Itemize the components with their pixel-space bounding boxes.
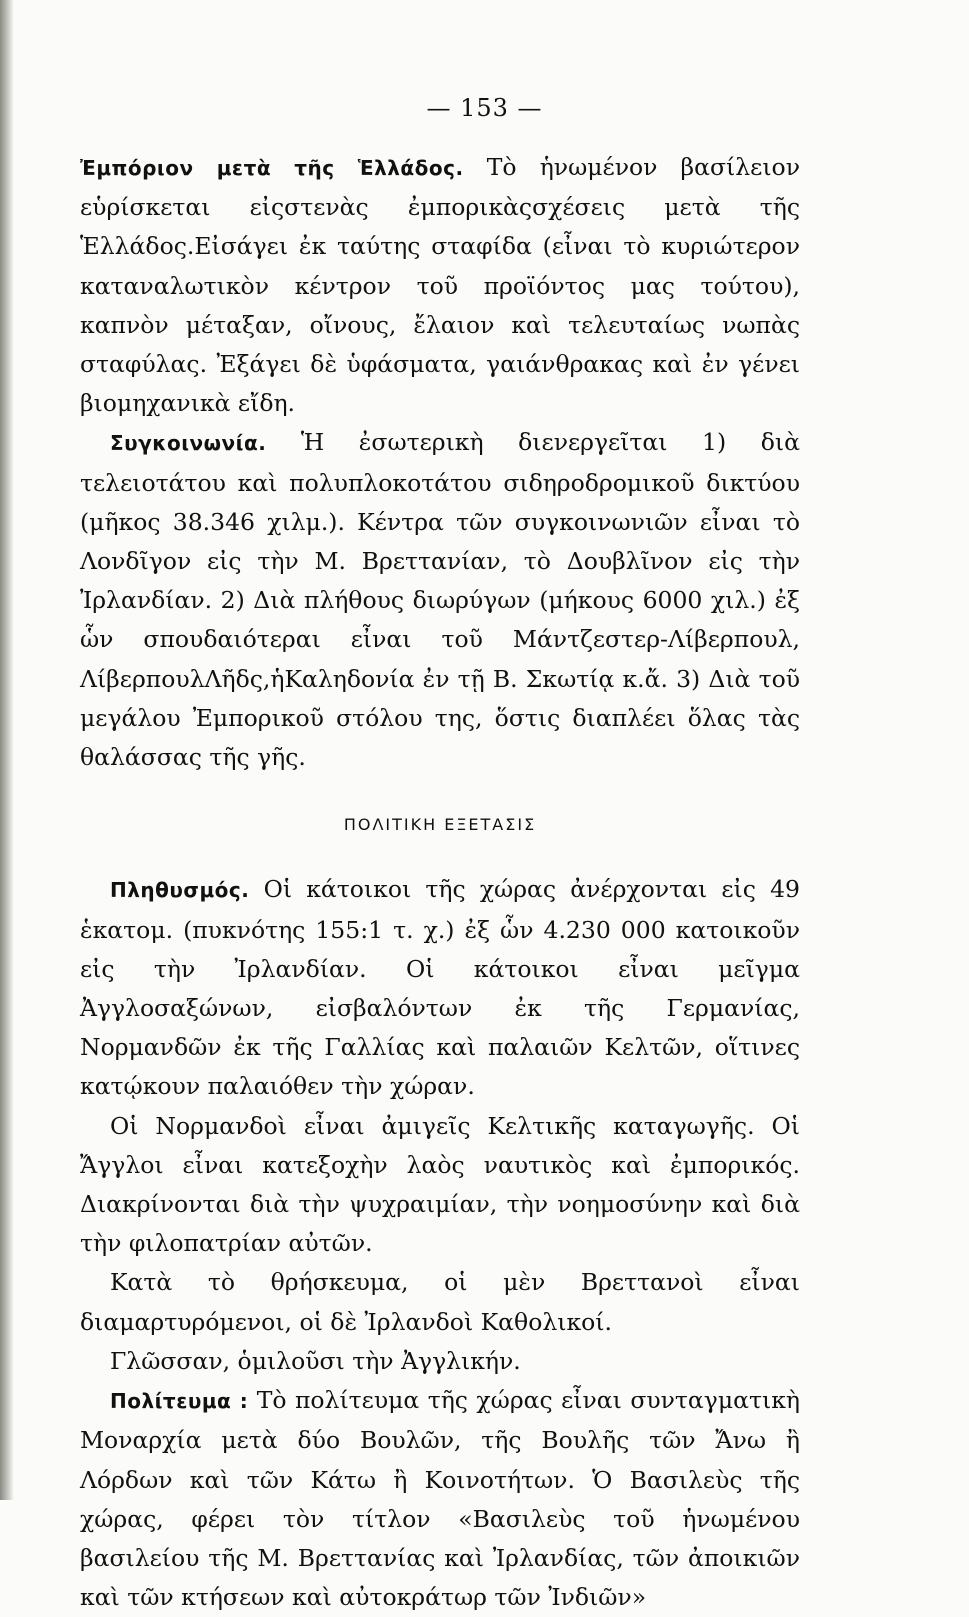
text-population: Οἱ κάτοικοι τῆς χώρας ἀνέρχονται εἰς 49 ἑκατομ. (πυκνότης 155:1 τ. χ.) ἐξ ὧν 4.230 000 κατοικοῦν εἰς τὴν Ἰρλανδίαν. Οἱ κάτοικοι εἶναι μεῖγμα Ἀγγλοσαξώνων, εἰσβαλόντων ἐκ τῆς Γερμανίας, Νορμανδῶν ἐκ τῆς Γαλλίας καὶ παλαιῶν Κελτῶν, οἵτινες κατῴκουν παλαιόθεν τὴν χώραν. bbox=[80, 875, 800, 1101]
paragraph-population-origins: Οἱ Νορμανδοὶ εἶναι ἀμιγεῖς Κελτικῆς καταγωγῆς. Οἱ Ἄγγλοι εἶναι κατεξοχὴν λαὸς ναυτικὸς καὶ ἐμπορικός. Διακρίνονται διὰ τὴν ψυχραιμίαν, τὴν νοημοσύνην καὶ διὰ τὴν φιλοπατρίαν αὐτῶν. bbox=[80, 1111, 800, 1258]
text-communication: Ἡ ἐσωτερικὴ διενεργεῖται 1) διὰ τελειοτάτου καὶ πολυπλοκοτάτου σιδηροδρομικοῦ δικτύου (μῆκος 38.346 χιλμ.). Κέντρα τῶν συγκοινωνιῶν εἶναι τὸ Λονδῖγον εἰς τὴν Μ. Βρεττανίαν, τὸ Δουβλῖνον εἰς τὴν Ἰρλανδίαν. 2) Διὰ πλήθους διωρύγων (μήκους 6000 χιλ.) ἐξ ὧν σπουδαιότεραι εἶναι τοῦ Μάντζεστερ-Λίβερπουλ, ΛίβερπουλΛῆδς,ἡΚαληδονία ἐν τῇ Β. Σκωτίᾳ κ.ἄ. 3) Διὰ τοῦ μεγάλου Ἐμπορικοῦ στόλου της, ὅστις διαπλέει ὅλας τὰς θαλάσσας τῆς γῆς. bbox=[80, 428, 800, 772]
heading-population: Πληθυσμός. bbox=[110, 878, 250, 903]
paragraph-polity bbox=[80, 1381, 800, 1617]
page-number: — 153 — bbox=[426, 94, 543, 122]
heading-communication: Συγκοινωνία. bbox=[110, 431, 267, 456]
paragraph-religion: Κατὰ τὸ θρήσκευμα, οἱ μὲν Βρεττανοὶ εἶναι διαμαρτυρόμενοι, οἱ δὲ Ἰρλανδοὶ Καθολικοί. bbox=[80, 1268, 800, 1336]
paragraph-language: Γλῶσσαν, ὁμιλοῦσι τὴν Ἀγγλικήν. bbox=[110, 1346, 521, 1375]
paragraph-commerce bbox=[80, 148, 800, 423]
binding-shadow bbox=[0, 0, 14, 1500]
heading-commerce: Ἐμπόριον μετὰ τῆς Ἑλλάδος. bbox=[80, 156, 464, 180]
text-commerce: Τὸ ἡνωμένον βασίλειον εὑρίσκεται εἰςστενὰς ἐμπορικὰςσχέσεις μετὰ τῆς Ἑλλάδος.Εἰσάγει ἐκ ταύτης σταφίδα (εἶναι τὸ κυριώτερον καταναλωτικὸν κέντρον τοῦ προϊόντος μας τούτου), καπνὸν μέταξαν, οἴνους, ἔλαιον καὶ τελευταίως νωπὰς σταφύλας. Ἐξάγει δὲ ὑφάσματα, γαιάνθρακας καὶ ἐν γένει βιομηχανικὰ εἴδη. bbox=[80, 153, 800, 418]
paragraph-communication bbox=[80, 423, 800, 777]
text-polity: Τὸ πολίτευμα τῆς χώρας εἶναι συνταγματικὴ Μοναρχία μετὰ δύο Βουλῶν, τῆς Βουλῆς τῶν Ἄνω ἢ Λόρδων καὶ τῶν Κάτω ἢ Κοινοτήτων. Ὁ Βασιλεὺς τῆς χώρας, φέρει τὸν τίτλον «Βασιλεὺς τοῦ ἡνωμένου βασιλείου τῆς Μ. Βρεττανίας καὶ Ἰρλανδίας, τῶν ἀποικιῶν καὶ τῶν κτήσεων καὶ αὐτοκράτωρ τῶν Ἰνδιῶν» bbox=[80, 1386, 800, 1612]
paragraph-population bbox=[80, 870, 800, 1106]
heading-polity: Πολίτευμα : bbox=[110, 1389, 249, 1414]
page-body bbox=[80, 148, 800, 1617]
section-title: ΠΟΛΙΤΙΚΗ ΕΞΕΤΑΣΙΣ bbox=[343, 815, 537, 835]
